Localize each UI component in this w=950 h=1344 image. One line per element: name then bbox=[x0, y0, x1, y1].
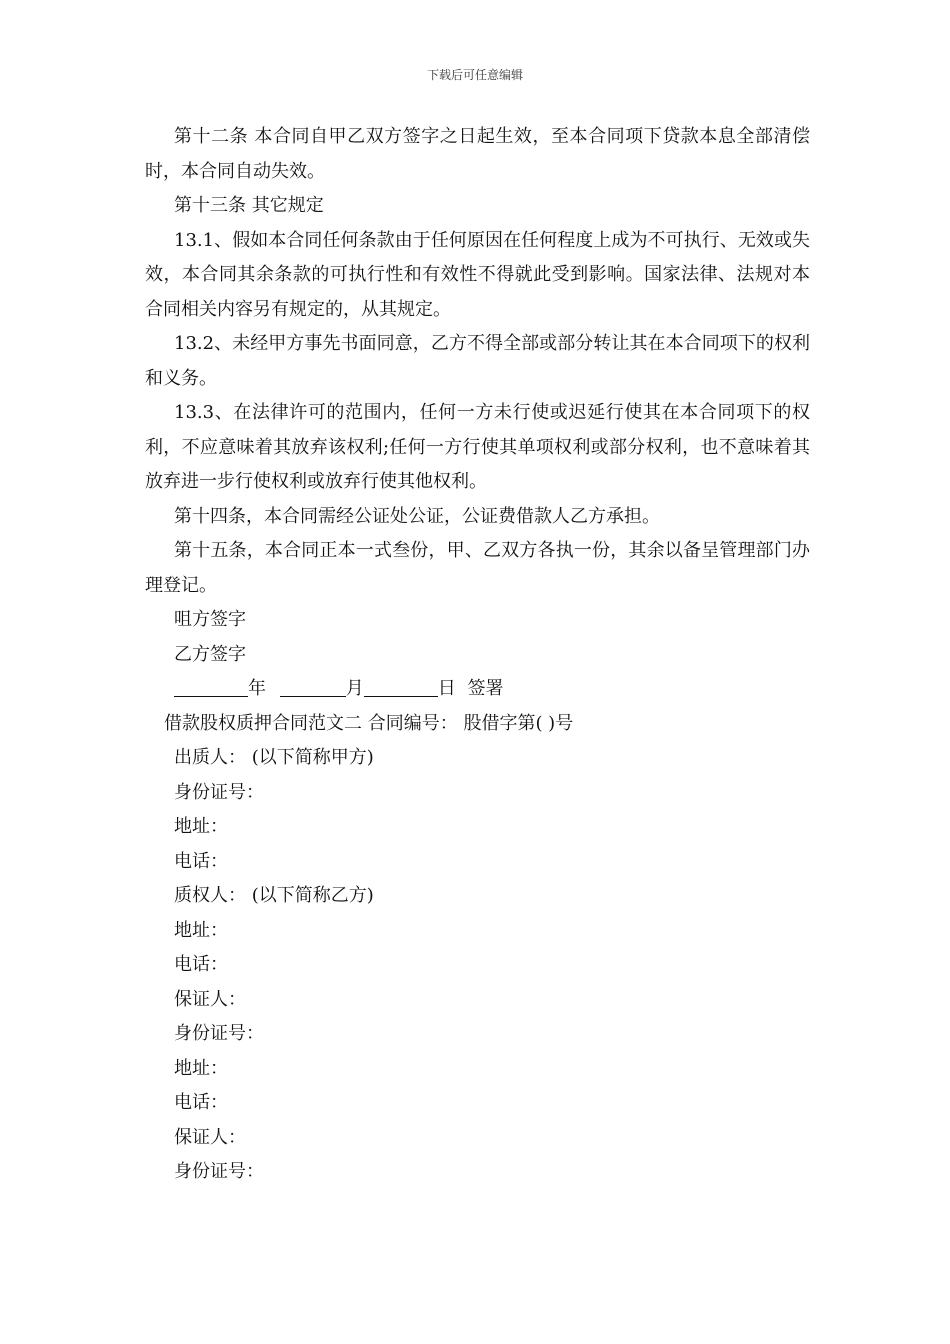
article-12: 第十二条 本合同自甲乙双方签字之日起生效，至本合同项下贷款本息全部清偿时，本合同自动失效。 bbox=[145, 126, 810, 182]
field-phone: 电话： bbox=[174, 954, 228, 975]
party-a-signature: 咀方签字 bbox=[174, 609, 246, 630]
field-id-number: 身份证号： bbox=[174, 1161, 264, 1182]
year-blank bbox=[174, 676, 248, 697]
day-blank bbox=[364, 676, 438, 697]
sign-label: 签署 bbox=[467, 678, 504, 699]
year-label: 年 bbox=[248, 678, 266, 699]
field-guarantor: 保证人： bbox=[174, 1126, 246, 1148]
day-label: 日 bbox=[437, 678, 456, 699]
month-label: 月 bbox=[345, 678, 364, 699]
clause-13-1: 13.1、假如本合同任何条款由于任何原因在任何程度上成为不可执行、无效或失效，本合同其余条款的可执行性和有效性不得就此受到影响。国家法律、法规对本合同相关内容另有规定的，从其规定。 bbox=[145, 229, 810, 320]
field-guarantor: 保证人： bbox=[174, 988, 246, 1010]
month-blank bbox=[280, 676, 346, 697]
article-15: 第十五条，本合同正本一式叁份，甲、乙双方各执一份，其余以备呈管理部门办理登记。 bbox=[145, 540, 810, 596]
field-address: 地址： bbox=[174, 816, 228, 837]
field-phone: 电话： bbox=[174, 1092, 228, 1113]
field-address: 地址： bbox=[174, 919, 228, 941]
clause-13-2: 13.2、未经甲方事先书面同意，乙方不得全部或部分转让其在本合同项下的权利和义务。 bbox=[145, 333, 810, 389]
contract-two-title: 借款股权质押合同范文二 合同编号： 股借字第( )号 bbox=[164, 712, 574, 734]
clause-13-3: 13.3、在法律许可的范围内，任何一方未行使或迟延行使其在本合同项下的权利，不应意味着其放弃该权利;任何一方行使其单项权利或部分权利，也不意味着其放弃进一步行使权利或放弃行使其他权利。 bbox=[145, 402, 810, 492]
field-id-number: 身份证号： bbox=[174, 781, 264, 803]
field-phone: 电话： bbox=[174, 850, 228, 872]
field-address: 地址： bbox=[174, 1057, 228, 1079]
field-pledgee: 质权人： (以下简称乙方) bbox=[174, 885, 374, 906]
article-13-heading: 第十三条 其它规定 bbox=[174, 195, 324, 216]
date-line bbox=[145, 672, 810, 707]
field-pledgor: 出质人： (以下简称甲方) bbox=[174, 747, 374, 768]
party-b-signature: 乙方签字 bbox=[174, 643, 246, 665]
document-body bbox=[145, 120, 810, 1190]
field-id-number: 身份证号： bbox=[174, 1023, 264, 1044]
article-14: 第十四条，本合同需经公证处公证，公证费借款人乙方承担。 bbox=[174, 505, 660, 527]
page-header: 下载后可任意编辑 bbox=[426, 68, 523, 82]
